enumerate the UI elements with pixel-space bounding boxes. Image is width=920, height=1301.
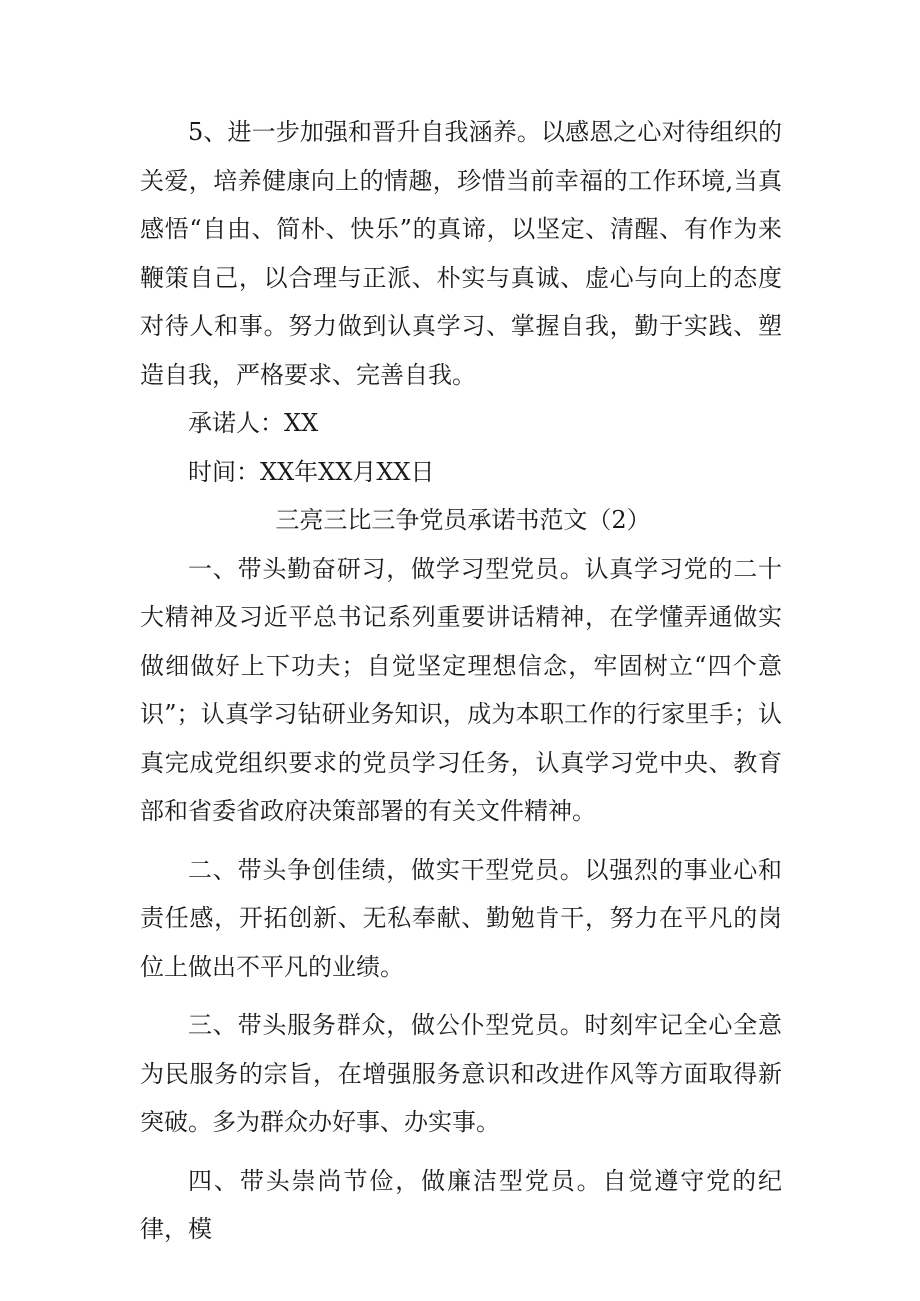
section-title: 三亮三比三争党员承诺书范文（2） (275, 506, 651, 534)
item-service: 三、带头服务群众，做公仆型党员。时刻牢记全心全意为民服务的宗旨，在增强服务意识和改进作风等方面取得新突破。多为群众办好事、办实事。 (140, 1011, 782, 1136)
item-study: 一、带头勤奋研习，做学习型党员。认真学习党的二十大精神及习近平总书记系列重要讲话精神，在学懂弄通做实做细做好上下功夫；自觉坚定理想信念，牢固树立“四个意识”；认真学习钻研业务知识，成为本职工作的行家里手；认真完成党组织要求的党员学习任务，认真学习党中央、教育部和省委省政府决策部署的有关文件精神。 (140, 554, 782, 825)
document-body (140, 108, 782, 1254)
item-integrity: 四、带头崇尚节俭，做廉洁型党员。自觉遵守党的纪律，模 (140, 1166, 782, 1243)
promiser-line: 承诺人：XX (188, 409, 319, 437)
date-line: 时间：XX年XX月XX日 (188, 457, 435, 486)
paragraph-self-cultivation: 5、进一步加强和晋升自我涵养。以感恩之心对待组织的关爱，培养健康向上的情趣，珍惜当前幸福的工作环境,当真感悟“自由、简朴、快乐”的真谛，以坚定、清醒、有作为来鞭策自己，以合理与正派、朴实与真诚、虚心与向上的态度对待人和事。努力做到认真学习、掌握自我，勤于实践、塑造自我，严格要求、完善自我。 (140, 118, 782, 389)
item-achievement: 二、带头争创佳绩，做实干型党员。以强烈的事业心和责任感，开拓创新、无私奉献、勤勉肯干，努力在平凡的岗位上做出不平凡的业绩。 (140, 855, 782, 981)
